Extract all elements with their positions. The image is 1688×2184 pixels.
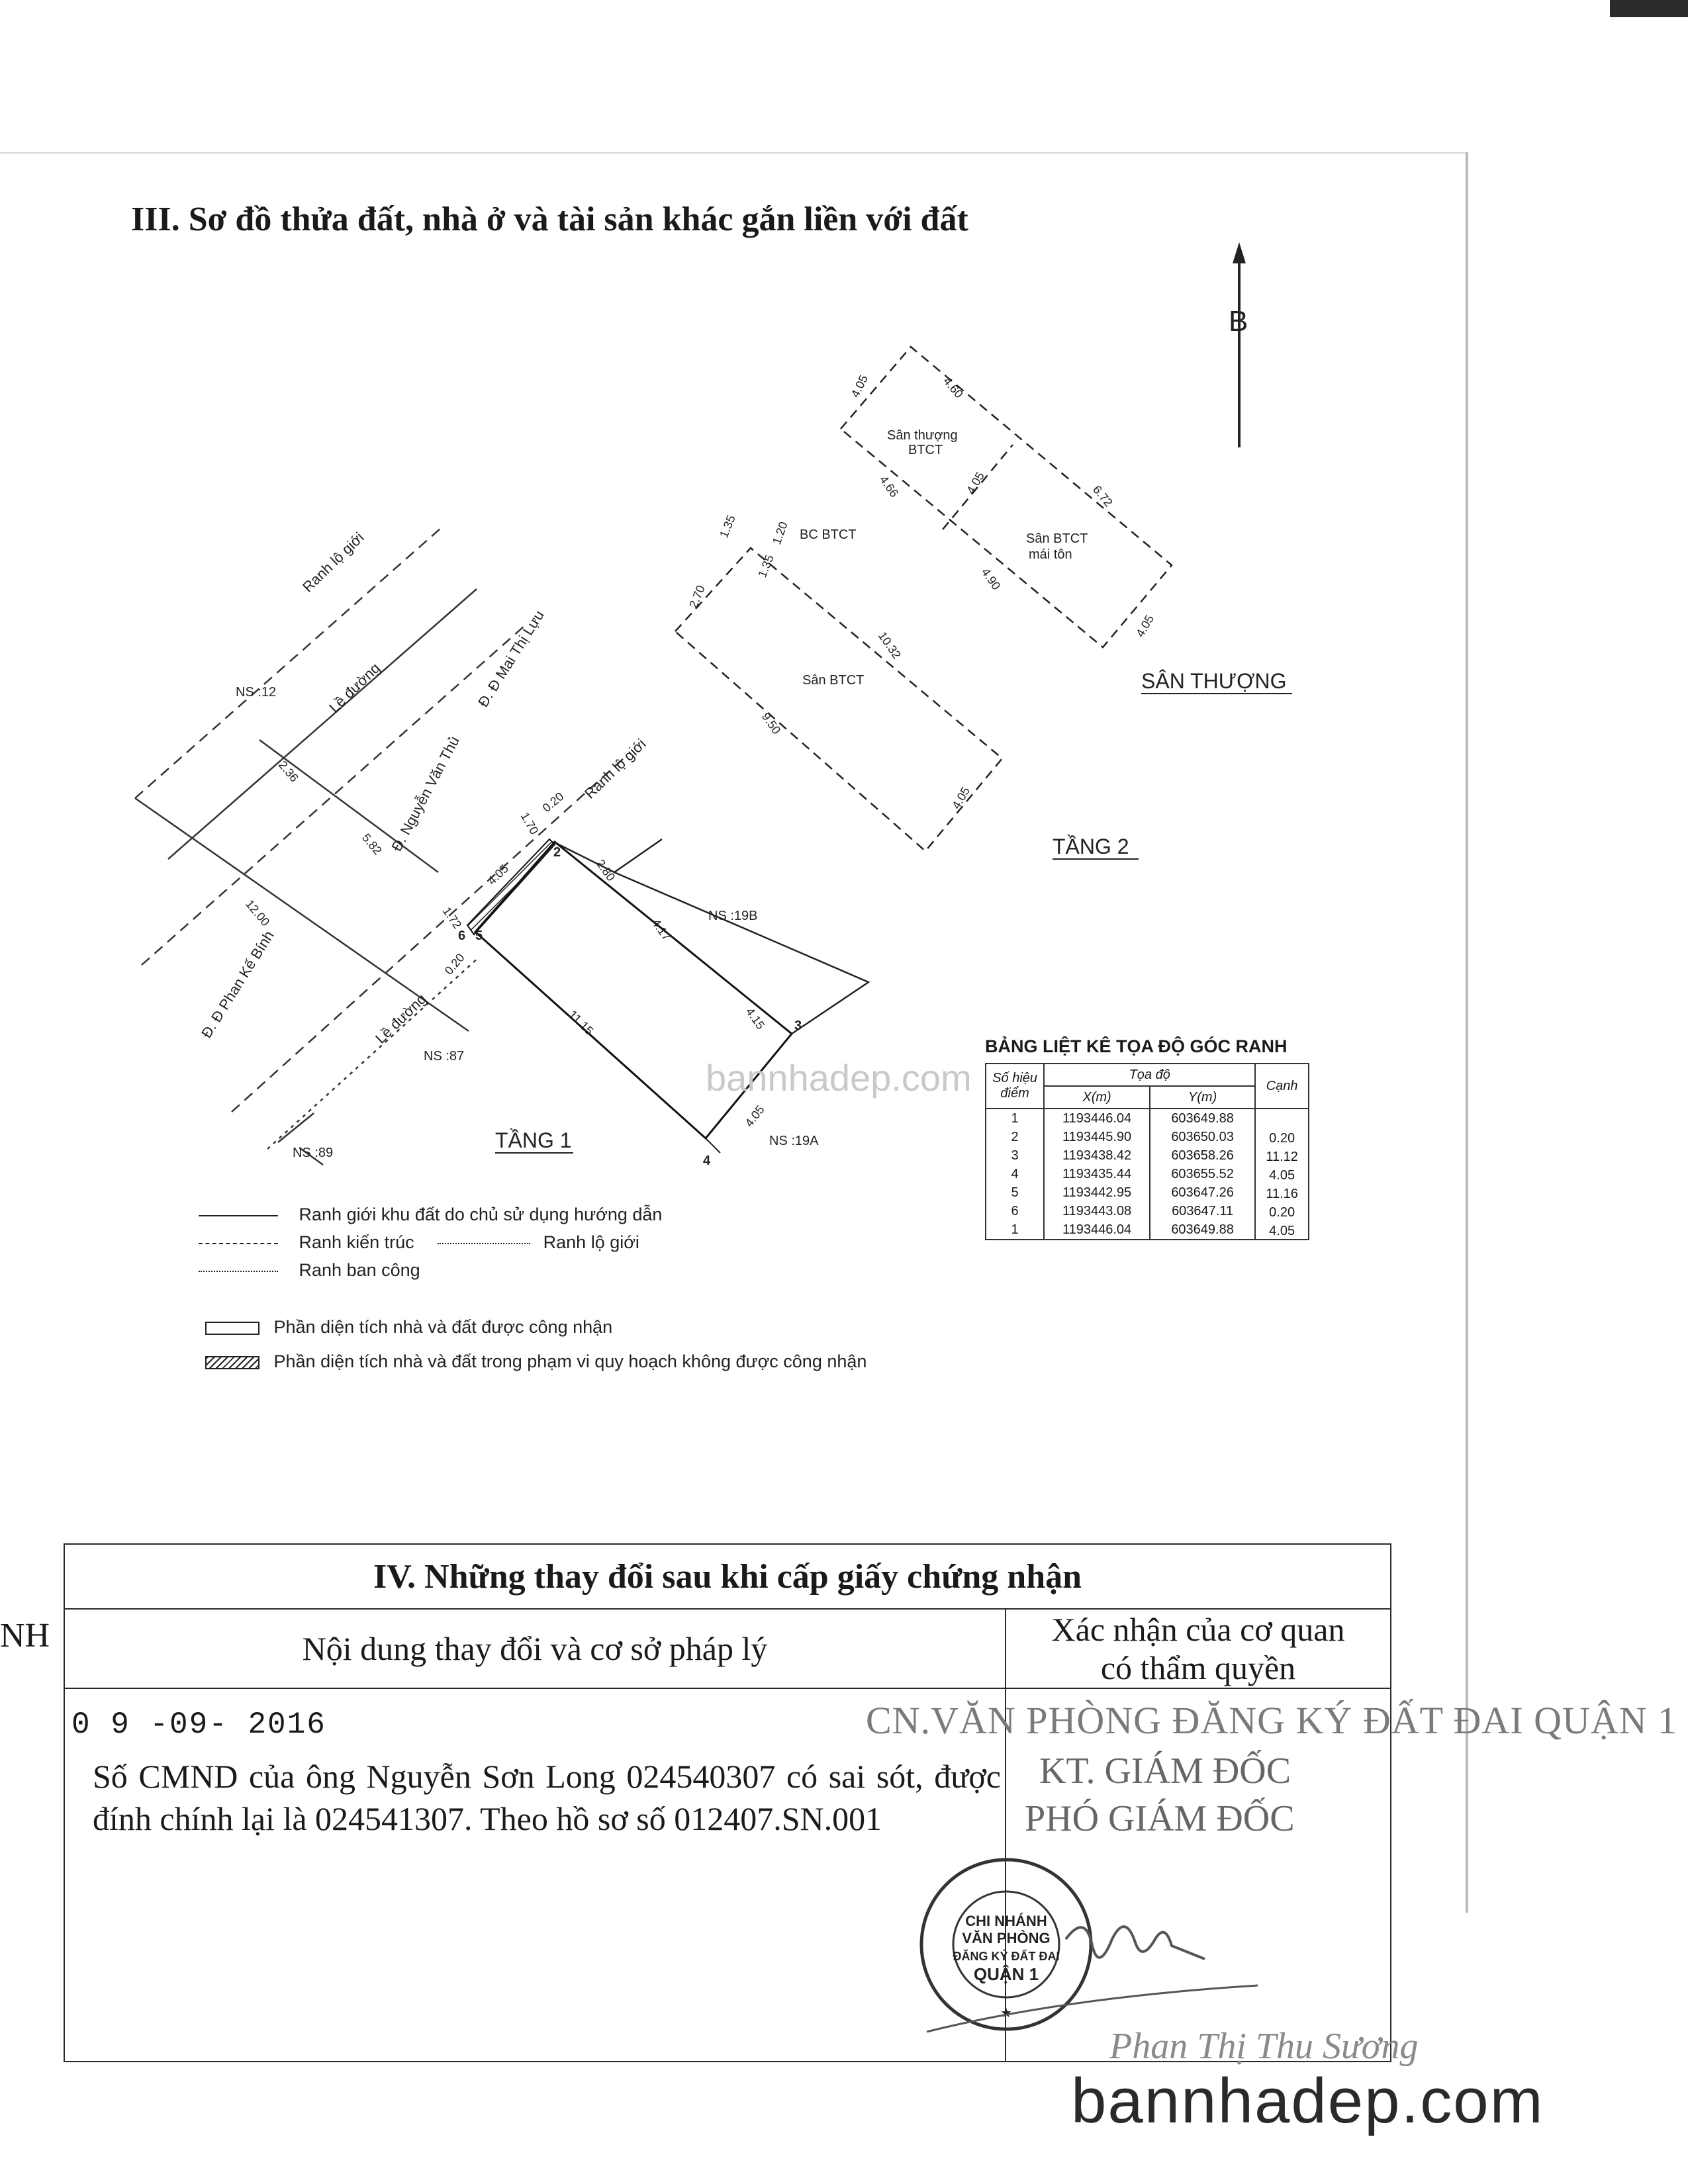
area-san-thuong-material: BTCT: [908, 443, 943, 457]
dim-label: 1.72: [440, 904, 465, 932]
dim-label: 1.35: [717, 513, 738, 540]
coord-x: 1193442.95: [1044, 1183, 1150, 1202]
street-phan-ke-binh: Đ. Đ Phan Kế Bính: [198, 927, 277, 1041]
area-san-thuong: Sân thượng: [887, 428, 958, 443]
floor-1-parcel: [467, 839, 868, 1153]
dim-label: 4.60: [940, 374, 966, 401]
dim-label: 0.20: [442, 950, 467, 978]
coord-y: 603647.11: [1150, 1202, 1255, 1220]
coord-row: [986, 1220, 1309, 1240]
coord-head-x: X(m): [1044, 1086, 1150, 1109]
changes-col-confirm: [1006, 1609, 1391, 1688]
dim-label: 0.20: [539, 790, 567, 815]
legend-l2: Ranh kiến trúc: [299, 1232, 414, 1252]
dim-label: 2.80: [593, 856, 618, 884]
coord-x: 1193445.90: [1044, 1128, 1150, 1146]
coord-row: [986, 1165, 1309, 1183]
dim-label: 4.05: [485, 862, 511, 887]
coord-row: [986, 1146, 1309, 1165]
street-nguyen-van-thu: Đ. Nguyễn Văn Thủ: [388, 733, 463, 854]
change-description: Số CMND của ông Nguyễn Sơn Long 024540307 có sai sót, được đính chính lại là 024541307. Theo hồ sơ số 012407.SN.001: [93, 1758, 1001, 1837]
roof-label: SÂN THƯỢNG: [1141, 669, 1287, 693]
signer-name: Phan Thị Thu Sương: [1109, 2026, 1419, 2067]
watermark-bottom: bannhadep.com: [1071, 2066, 1544, 2136]
coord-edge: 0.20: [1255, 1202, 1309, 1220]
coord-head-coord: Tọa độ: [1044, 1064, 1255, 1086]
coord-row: [986, 1183, 1309, 1202]
changes-col-confirm-line1: Xác nhận của cơ quan: [1051, 1611, 1345, 1648]
coord-x: 1193446.04: [1044, 1109, 1150, 1128]
neighbor-ns87: NS :87: [424, 1049, 465, 1064]
pho-giam-doc: PHÓ GIÁM ĐỐC: [1025, 1798, 1295, 1839]
dim-label: 1.70: [518, 810, 541, 837]
coord-point: 1: [986, 1220, 1044, 1240]
dim-label: 4.90: [978, 565, 1004, 593]
coord-y: 603650.03: [1150, 1128, 1255, 1146]
area-bc-btct: BC BTCT: [800, 527, 857, 542]
coord-head-edge: Cạnh: [1255, 1064, 1309, 1109]
kt-giam-doc: KT. GIÁM ĐỐC: [1039, 1751, 1291, 1792]
dim-label: 4.05: [949, 784, 972, 811]
coord-x: 1193446.04: [1044, 1220, 1150, 1240]
area-san-btct-mai-ton: Sân BTCT: [1026, 531, 1088, 546]
coord-edge: 11.12: [1255, 1146, 1309, 1165]
change-date-stamp: 0 9 -09- 2016: [71, 1707, 326, 1742]
changes-body-left: [64, 1688, 1006, 2062]
floor-2-label: TẦNG 2: [1053, 835, 1129, 858]
legend-l3: Ranh lộ giới: [543, 1232, 639, 1252]
coord-edge: 4.05: [1255, 1220, 1309, 1240]
legend-l5: Phần diện tích nhà và đất được công nhận: [273, 1317, 613, 1337]
coord-point: 4: [986, 1165, 1044, 1183]
legend-dotted-line-2: [438, 1243, 530, 1244]
legend-plain-box: [205, 1322, 259, 1335]
legend-l1: Ranh giới khu đất do chủ sử dụng hướng dẫn: [299, 1205, 663, 1224]
coord-y: 603655.52: [1150, 1165, 1255, 1183]
coord-table: [985, 1063, 1309, 1240]
north-arrow: [1229, 242, 1248, 447]
coord-row: [986, 1109, 1309, 1128]
svg-text:★: ★: [1000, 2006, 1012, 2021]
round-seal: [921, 1860, 1091, 2029]
watermark-center: bannhadep.com: [706, 1057, 972, 1099]
coord-y: 603658.26: [1150, 1146, 1255, 1165]
coord-x: 1193443.08: [1044, 1202, 1150, 1220]
ranh-lo-gioi-line-1: [135, 528, 441, 798]
coord-edge: 11.16: [1255, 1183, 1309, 1202]
dim-label: 4.05: [848, 373, 870, 400]
street-centerline-1: [142, 626, 524, 965]
dim-label: 11.15: [566, 1007, 596, 1038]
le-duong-label-1: Lề đường: [326, 659, 383, 716]
side-fragment-text: NH: [0, 1617, 50, 1655]
neighbor-ns12: NS :12: [236, 685, 277, 700]
legend-dotted-line: [199, 1271, 278, 1272]
dim-label: 4.05: [1133, 612, 1156, 639]
seal-line-1: CHI NHÁNH: [965, 1913, 1047, 1929]
coord-point: 1: [986, 1109, 1044, 1128]
point-label: 4: [703, 1154, 711, 1168]
neighbor-ns89: NS :89: [293, 1146, 334, 1160]
point-label: 5: [475, 929, 483, 943]
office-stamp-text: CN.VĂN PHÒNG ĐĂNG KÝ ĐẤT ĐAI QUẬN 1: [866, 1699, 1678, 1742]
coord-point: 3: [986, 1146, 1044, 1165]
changes-col-content: Nội dung thay đổi và cơ sở pháp lý: [64, 1609, 1006, 1688]
dim-label: 4.05: [964, 469, 987, 496]
neighbor-ns19a: NS :19A: [769, 1134, 819, 1148]
changes-col-confirm-line2: có thẩm quyền: [1100, 1649, 1296, 1686]
dim-label: 9.50: [759, 709, 784, 737]
dim-label: 12.00: [242, 897, 273, 929]
point-label: 3: [794, 1019, 802, 1033]
dim-label: 1.20: [769, 520, 790, 547]
coord-table-title: BẢNG LIỆT KÊ TỌA ĐỘ GÓC RANH: [985, 1036, 1288, 1056]
coord-y: 603649.88: [1150, 1109, 1255, 1128]
coord-x: 1193438.42: [1044, 1146, 1150, 1165]
le-duong-label-2: Lề đường: [372, 990, 430, 1047]
floor-1-label: TẦNG 1: [495, 1128, 572, 1152]
seal-line-4: QUẬN 1: [973, 1964, 1039, 1984]
coord-edge: [1255, 1109, 1309, 1128]
street-mai-thi-luu: Đ. Đ Mai Thị Lựu: [475, 607, 547, 710]
coord-row: [986, 1128, 1309, 1146]
ranh-lo-gioi-label-2: Ranh lộ giới: [581, 735, 649, 802]
legend-l4: Ranh ban công: [299, 1260, 420, 1280]
dim-label: 4.15: [743, 1005, 768, 1032]
dim-label: 4.17: [649, 916, 674, 944]
coord-row: [986, 1202, 1309, 1220]
legend-dashed-line: [199, 1243, 278, 1244]
point-label: 2: [553, 845, 561, 860]
coord-head-point: Số hiệu điểm: [986, 1064, 1044, 1109]
dim-label: 10.32: [875, 629, 904, 662]
north-label: B: [1229, 305, 1248, 338]
legend-solid-line: [199, 1215, 278, 1216]
dim-label: 1.35: [755, 553, 776, 580]
legend-hatched-box: [205, 1356, 259, 1369]
seal-line-3: ĐĂNG KÝ ĐẤT ĐAI: [953, 1950, 1060, 1963]
coord-point: 5: [986, 1183, 1044, 1202]
coord-edge: 4.05: [1255, 1165, 1309, 1183]
street-edge-line-1: [168, 589, 477, 859]
dim-label: 6.72: [1090, 482, 1115, 510]
dim-label: 4.05: [742, 1103, 767, 1130]
area-floor2-san-btct: Sân BTCT: [802, 673, 865, 688]
coord-head-y: Y(m): [1150, 1086, 1255, 1109]
point-label: 6: [458, 929, 466, 943]
coord-y: 603649.88: [1150, 1220, 1255, 1240]
dim-label: 2.36: [275, 758, 301, 785]
section-3-title: III. Sơ đồ thửa đất, nhà ở và tài sản khác gắn liền với đất: [131, 201, 968, 238]
dim-label: 2.70: [686, 583, 708, 610]
coord-y: 603647.26: [1150, 1183, 1255, 1202]
coord-point: 6: [986, 1202, 1044, 1220]
seal-line-2: VĂN PHÒNG: [962, 1930, 1051, 1946]
coord-point: 2: [986, 1128, 1044, 1146]
ranh-lo-gioi-label-1: Ranh lộ giới: [299, 529, 367, 596]
neighbor-ns19b: NS :19B: [708, 909, 758, 923]
dim-label: 5.82: [359, 831, 385, 858]
section-4-title: IV. Những thay đổi sau khi cấp giấy chứng nhận: [64, 1544, 1391, 1609]
signature-stroke: [1066, 1927, 1205, 1959]
coord-x: 1193435.44: [1044, 1165, 1150, 1183]
legend-l6: Phần diện tích nhà và đất trong phạm vi quy hoạch không được công nhận: [273, 1351, 867, 1371]
area-mai-ton: mái tôn: [1029, 547, 1072, 562]
coord-edge: 0.20: [1255, 1128, 1309, 1146]
cross-street-line-4: [278, 1113, 314, 1142]
dim-label: 4.66: [876, 473, 902, 500]
